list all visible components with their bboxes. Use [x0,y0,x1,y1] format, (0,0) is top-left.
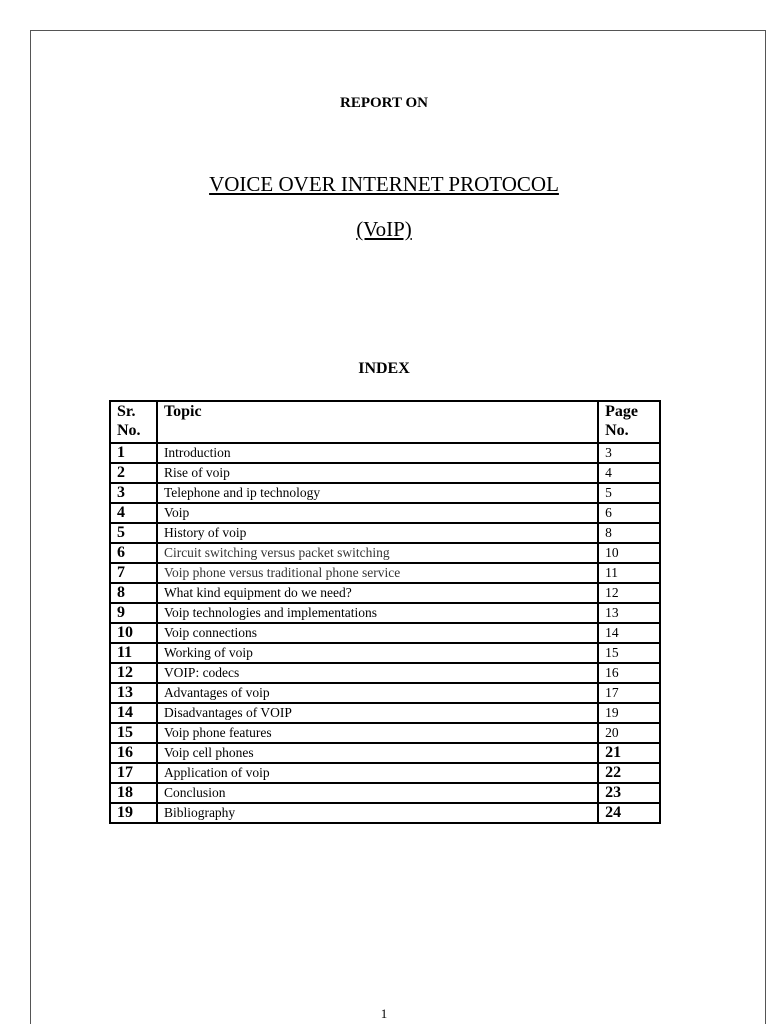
page-no-cell: 20 [598,723,660,743]
table-row [110,763,660,783]
table-row [110,443,660,463]
sr-no-cell: 19 [110,803,157,823]
topic-cell: Rise of voip [157,463,598,483]
table-row [110,523,660,543]
page-no-cell: 19 [598,703,660,723]
table-row [110,483,660,503]
page-number: 1 [380,1006,388,1021]
sr-no-cell: 17 [110,763,157,783]
page-no-cell: 3 [598,443,660,463]
sr-no-cell: 7 [110,563,157,583]
sr-no-cell: 14 [110,703,157,723]
topic-cell: Circuit switching versus packet switching [157,543,598,563]
page-no-cell: 13 [598,603,660,623]
page-no-cell: 14 [598,623,660,643]
page-no-cell: 17 [598,683,660,703]
sr-no-cell: 16 [110,743,157,763]
page-no-cell: 21 [598,743,660,763]
index-heading: INDEX [358,360,410,377]
sr-no-cell: 8 [110,583,157,603]
topic-cell: VOIP: codecs [157,663,598,683]
column-header-page-no: Page No. [598,401,660,443]
topic-cell: Advantages of voip [157,683,598,703]
table-row [110,583,660,603]
topic-cell: Voip cell phones [157,743,598,763]
sr-no-cell: 15 [110,723,157,743]
table-row [110,663,660,683]
sr-no-cell: 11 [110,643,157,663]
table-row [110,543,660,563]
table-row [110,623,660,643]
topic-cell: Voip phone versus traditional phone service [157,563,598,583]
document-subtitle: (VoIP) [356,217,412,241]
page-no-cell: 23 [598,783,660,803]
index-table-body [110,443,660,823]
document-title: VOICE OVER INTERNET PROTOCOL [209,172,559,196]
table-row [110,803,660,823]
topic-cell: Voip phone features [157,723,598,743]
table-header-row [110,401,660,443]
topic-cell: Disadvantages of VOIP [157,703,598,723]
page-no-cell: 16 [598,663,660,683]
report-on-heading: REPORT ON [340,95,428,111]
page-no-cell: 11 [598,563,660,583]
sr-no-cell: 9 [110,603,157,623]
topic-cell: What kind equipment do we need? [157,583,598,603]
page-no-cell: 6 [598,503,660,523]
table-row [110,463,660,483]
topic-cell: Bibliography [157,803,598,823]
column-header-sr-no: Sr. No. [110,401,157,443]
sr-no-cell: 5 [110,523,157,543]
sr-no-cell: 12 [110,663,157,683]
topic-cell: Voip [157,503,598,523]
sr-no-cell: 4 [110,503,157,523]
table-row [110,703,660,723]
topic-cell: History of voip [157,523,598,543]
topic-cell: Voip technologies and implementations [157,603,598,623]
table-row [110,683,660,703]
page-no-cell: 8 [598,523,660,543]
table-row [110,783,660,803]
sr-no-cell: 18 [110,783,157,803]
sr-no-cell: 6 [110,543,157,563]
sr-no-cell: 2 [110,463,157,483]
table-row [110,563,660,583]
table-row [110,643,660,663]
table-row [110,743,660,763]
sr-no-cell: 3 [110,483,157,503]
topic-cell: Introduction [157,443,598,463]
table-row [110,603,660,623]
page-no-cell: 22 [598,763,660,783]
topic-cell: Telephone and ip technology [157,483,598,503]
topic-cell: Working of voip [157,643,598,663]
sr-no-cell: 10 [110,623,157,643]
page-no-cell: 4 [598,463,660,483]
topic-cell: Application of voip [157,763,598,783]
column-header-topic: Topic [157,401,598,443]
table-row [110,503,660,523]
table-row [110,723,660,743]
page-no-cell: 24 [598,803,660,823]
sr-no-cell: 1 [110,443,157,463]
page-no-cell: 15 [598,643,660,663]
topic-cell: Conclusion [157,783,598,803]
page-no-cell: 5 [598,483,660,503]
page-no-cell: 12 [598,583,660,603]
page-no-cell: 10 [598,543,660,563]
sr-no-cell: 13 [110,683,157,703]
index-table [109,400,661,824]
topic-cell: Voip connections [157,623,598,643]
